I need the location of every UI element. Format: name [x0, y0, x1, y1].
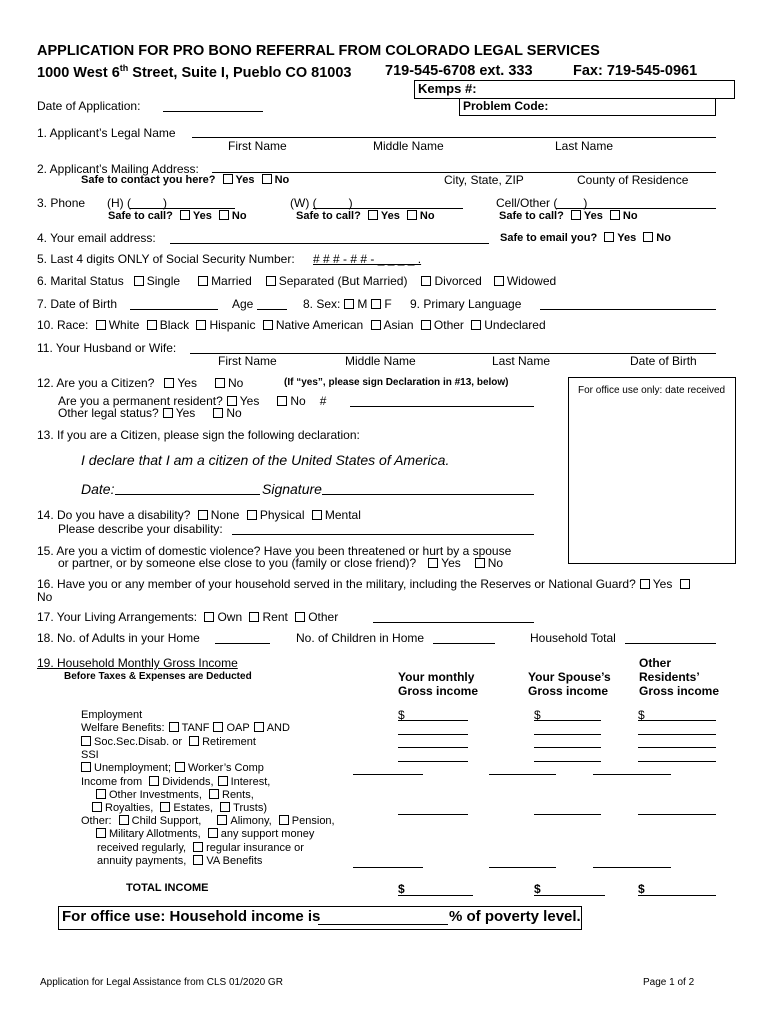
perm-no-checkbox[interactable] — [277, 396, 287, 406]
unemployment-checkbox[interactable] — [81, 762, 91, 772]
military-no-label: No — [37, 590, 53, 604]
col3-unemployment[interactable] — [593, 774, 671, 775]
col2-employment[interactable] — [534, 720, 601, 721]
work-phone: (W) ( ) — [290, 196, 353, 210]
office-use-box — [568, 377, 736, 564]
col3-ssi[interactable] — [638, 761, 716, 762]
work-phone-field[interactable] — [313, 208, 463, 209]
spouse-dob-caption: Date of Birth — [630, 354, 697, 368]
living-row: 17. Your Living Arrangements: Own Rent Other — [37, 610, 339, 624]
dob-field[interactable] — [130, 309, 218, 310]
dv-question-line2: or partner, or by someone else close to you (family or close friend)? Yes No — [58, 556, 504, 570]
disability-mental-checkbox[interactable] — [312, 510, 322, 520]
ssn-label: 5. Last 4 digits ONLY of Social Security Number: — [37, 252, 295, 266]
single-checkbox[interactable] — [134, 276, 144, 286]
col-your-income-a: Your monthly — [398, 670, 475, 684]
age-label: Age — [232, 297, 254, 311]
home-phone-field[interactable] — [130, 208, 235, 209]
citizen-yes-checkbox[interactable] — [164, 378, 174, 388]
disability-none-checkbox[interactable] — [198, 510, 208, 520]
total-col2-dollar: $ — [534, 882, 541, 896]
race-undeclared-checkbox[interactable] — [471, 320, 481, 330]
disability-describe-field[interactable] — [232, 534, 534, 535]
fax-number: Fax: 719-545-0961 — [573, 63, 698, 79]
first-name-caption: First Name — [228, 139, 287, 153]
declaration-label: 13. If you are a Citizen, please sign the following declaration: — [37, 428, 360, 442]
dividends-checkbox[interactable] — [149, 776, 159, 786]
safe-call-cell-no-checkbox[interactable] — [610, 210, 620, 220]
total-col3-dollar: $ — [638, 882, 645, 896]
and-checkbox[interactable] — [254, 722, 264, 732]
married-checkbox[interactable] — [198, 276, 208, 286]
alimony-checkbox[interactable] — [217, 815, 227, 825]
citizen-no-checkbox[interactable] — [215, 378, 225, 388]
permanent-resident-number-field[interactable] — [350, 406, 534, 407]
disability-describe-label: Please describe your disability: — [58, 522, 223, 536]
race-hispanic-checkbox[interactable] — [196, 320, 206, 330]
date-of-application-field[interactable] — [163, 111, 263, 112]
home-phone: (H) ( ) — [107, 196, 167, 210]
oap-checkbox[interactable] — [213, 722, 223, 732]
legal-name-field[interactable] — [192, 137, 716, 138]
poverty-level-field[interactable] — [318, 924, 448, 925]
safe-contact-yes-checkbox[interactable] — [223, 174, 233, 184]
col1-unemployment[interactable] — [353, 774, 423, 775]
email-field[interactable] — [170, 243, 489, 244]
safe-call-home-yes-checkbox[interactable] — [180, 210, 190, 220]
col1-welfare[interactable] — [398, 734, 468, 735]
income-from: Income from Dividends, Interest, — [81, 776, 271, 788]
income-before-label: Before Taxes & Expenses are Deducted — [64, 671, 252, 682]
form-title: APPLICATION FOR PRO BONO REFERRAL FROM COLORADO LEGAL SERVICES — [37, 43, 600, 59]
permanent-resident-row: Are you a permanent resident? Yes No # — [58, 394, 327, 408]
mailing-address-label: 2. Applicant’s Mailing Address: — [37, 162, 199, 176]
spouse-label: 11. Your Husband or Wife: — [37, 341, 177, 355]
col-other-income-b: Residents’ — [639, 670, 700, 684]
safe-contact-row: Safe to contact you here? Yes No — [81, 174, 290, 186]
col2-welfare[interactable] — [534, 734, 601, 735]
poverty-level-label: For office use: Household income is — [62, 908, 321, 925]
sex-f-checkbox[interactable] — [371, 299, 381, 309]
marital-status-row: 6. Marital Status Single Married Separated (But Married) Divorced Widowed — [37, 274, 557, 288]
col1-ssi[interactable] — [398, 761, 468, 762]
race-white-checkbox[interactable] — [96, 320, 106, 330]
race-row: 10. Race: White Black Hispanic Native American Asian Other Undeclared — [37, 318, 546, 332]
col1-ssd[interactable] — [398, 747, 468, 748]
col-spouse-income-a: Your Spouse’s — [528, 670, 611, 684]
perm-yes-checkbox[interactable] — [227, 396, 237, 406]
safe-contact-no-checkbox[interactable] — [262, 174, 272, 184]
income-ssd: Soc.Sec.Disab. or Retirement — [77, 736, 256, 748]
declaration-text: I declare that I am a citizen of the United States of America. — [81, 452, 450, 468]
declaration-date-label: Date: — [81, 481, 115, 497]
military-allotments-checkbox[interactable] — [96, 828, 106, 838]
race-native-checkbox[interactable] — [263, 320, 273, 330]
children-label: No. of Children in Home — [296, 631, 425, 645]
income-royalties: Royalties, Estates, Trusts) — [88, 802, 267, 814]
signature-field[interactable] — [322, 494, 534, 495]
col-other-income-a: Other — [639, 656, 672, 670]
page-number: Page 1 of 2 — [643, 977, 695, 988]
legal-name-label: 1. Applicant’s Legal Name — [37, 126, 176, 140]
problem-code-label: Problem Code: — [463, 99, 549, 113]
dv-no-checkbox[interactable] — [475, 558, 485, 568]
safe-call-cell: Safe to call? Yes No — [499, 210, 638, 222]
kemps-label: Kemps #: — [418, 81, 477, 96]
col2-investments[interactable] — [534, 814, 601, 815]
spouse-last-caption: Last Name — [492, 354, 551, 368]
other-status-row: Other legal status? Yes No — [58, 406, 242, 420]
children-field[interactable] — [433, 643, 495, 644]
email-label: 4. Your email address: — [37, 231, 156, 245]
adults-field[interactable] — [215, 643, 270, 644]
col2-ssi[interactable] — [534, 761, 601, 762]
other-status-no-checkbox[interactable] — [213, 408, 223, 418]
sex-m-checkbox[interactable] — [344, 299, 354, 309]
safe-call-cell-yes-checkbox[interactable] — [571, 210, 581, 220]
widowed-checkbox[interactable] — [494, 276, 504, 286]
military-yes-checkbox[interactable] — [640, 579, 650, 589]
divorced-checkbox[interactable] — [421, 276, 431, 286]
pension-checkbox[interactable] — [279, 815, 289, 825]
safe-call-work-no-checkbox[interactable] — [407, 210, 417, 220]
citizen-note: (If “yes”, please sign Declaration in #13, below) — [284, 377, 509, 388]
col2-ssd[interactable] — [534, 747, 601, 748]
income-ssi: SSI — [81, 749, 99, 761]
col1-dollar: $ — [398, 708, 405, 722]
military-row: 16. Have you or any member of your household served in the military, including the Reserves or National Guard? Yes — [37, 577, 693, 591]
safe-call-work: Safe to call? Yes No — [296, 210, 435, 222]
signature-label: Signature — [262, 481, 322, 497]
col2-dollar: $ — [534, 708, 541, 722]
other-status-yes-checkbox[interactable] — [163, 408, 173, 418]
last-name-caption: Last Name — [555, 139, 614, 153]
ssn-field[interactable]: # # # - # # - _ _ _ _ . — [313, 252, 422, 266]
own-checkbox[interactable] — [204, 612, 214, 622]
income-label: 19. Household Monthly Gross Income — [37, 656, 238, 670]
insurance-checkbox[interactable] — [193, 842, 203, 852]
safe-call-home-no-checkbox[interactable] — [219, 210, 229, 220]
race-other-checkbox[interactable] — [421, 320, 431, 330]
total-income-label: TOTAL INCOME — [126, 882, 209, 894]
city-caption: City, State, ZIP — [444, 173, 524, 187]
workers-comp-checkbox[interactable] — [175, 762, 185, 772]
income-unemployment: Unemployment; Worker’s Comp — [77, 762, 264, 774]
retirement-checkbox[interactable] — [189, 736, 199, 746]
other-living-field[interactable] — [373, 622, 534, 623]
va-checkbox[interactable] — [193, 855, 203, 865]
cell-phone: Cell/Other ( ) — [496, 196, 588, 210]
rents-checkbox[interactable] — [209, 789, 219, 799]
total-col3-field[interactable] — [638, 895, 716, 896]
total-col1-field[interactable] — [398, 895, 473, 896]
col1-investments[interactable] — [398, 814, 468, 815]
rent-checkbox[interactable] — [249, 612, 259, 622]
age-field[interactable] — [257, 309, 287, 310]
military-no-checkbox[interactable] — [680, 579, 690, 589]
col-your-income-b: Gross income — [398, 684, 479, 698]
col3-ssd[interactable] — [638, 747, 716, 748]
language-label: 9. Primary Language — [410, 297, 522, 311]
income-military: Military Allotments, any support money — [92, 828, 314, 840]
income-investments: Other Investments, Rents, — [92, 789, 254, 801]
spouse-first-caption: First Name — [218, 354, 277, 368]
col2-other[interactable] — [489, 867, 556, 868]
interest-checkbox[interactable] — [218, 776, 228, 786]
dv-question-line1: 15. Are you a victim of domestic violence? Have you been threatened or hurt by a spouse — [37, 544, 512, 558]
footer-form-id: Application for Legal Assistance from CLS 01/2020 GR — [40, 977, 283, 988]
col3-investments[interactable] — [638, 814, 716, 815]
other-living-checkbox[interactable] — [295, 612, 305, 622]
col-spouse-income-b: Gross income — [528, 684, 609, 698]
safe-email-row: Safe to email you? Yes No — [500, 232, 671, 244]
col1-other[interactable] — [353, 867, 423, 868]
col3-welfare[interactable] — [638, 734, 716, 735]
address: 1000 West 6th Street, Suite I, Pueblo CO 81003 — [37, 63, 352, 81]
col1-employment[interactable] — [398, 720, 468, 721]
household-total-field[interactable] — [625, 643, 716, 644]
sex-row: 8. Sex: M F — [303, 297, 392, 311]
col2-unemployment[interactable] — [489, 774, 556, 775]
investments-checkbox[interactable] — [96, 789, 106, 799]
safe-email-no-checkbox[interactable] — [643, 232, 653, 242]
race-black-checkbox[interactable] — [147, 320, 157, 330]
safe-email-yes-checkbox[interactable] — [604, 232, 614, 242]
royalties-checkbox[interactable] — [92, 802, 102, 812]
language-field[interactable] — [540, 309, 716, 310]
poverty-level-suffix: % of poverty level. — [449, 908, 581, 925]
tanf-checkbox[interactable] — [169, 722, 179, 732]
disability-row: 14. Do you have a disability? None Physical Mental — [37, 508, 361, 522]
separated-checkbox[interactable] — [266, 276, 276, 286]
income-regular: received regularly, regular insurance or — [97, 842, 304, 854]
safe-call-work-yes-checkbox[interactable] — [368, 210, 378, 220]
race-asian-checkbox[interactable] — [371, 320, 381, 330]
county-caption: County of Residence — [577, 173, 689, 187]
safe-call-home: Safe to call? Yes No — [108, 210, 247, 222]
spouse-middle-caption: Middle Name — [345, 354, 416, 368]
ssd-checkbox[interactable] — [81, 736, 91, 746]
col3-other[interactable] — [593, 867, 671, 868]
dob-label: 7. Date of Birth — [37, 297, 118, 311]
estates-checkbox[interactable] — [160, 802, 170, 812]
col3-dollar: $ — [638, 708, 645, 722]
phone-number: 719-545-6708 ext. 333 — [385, 63, 533, 79]
household-total-label: Household Total — [530, 631, 616, 645]
support-money-checkbox[interactable] — [208, 828, 218, 838]
office-use-label: For office use only: date received — [578, 385, 726, 396]
date-of-application-label: Date of Application: — [37, 99, 141, 113]
declaration-date-field[interactable] — [115, 494, 260, 495]
trusts-checkbox[interactable] — [220, 802, 230, 812]
income-annuity: annuity payments, VA Benefits — [97, 855, 263, 867]
adults-label: 18. No. of Adults in your Home — [37, 631, 200, 645]
col-other-income-c: Gross income — [639, 684, 720, 698]
cell-phone-field[interactable] — [556, 208, 716, 209]
income-welfare: Welfare Benefits: TANF OAP AND — [81, 722, 290, 734]
middle-name-caption: Middle Name — [373, 139, 444, 153]
phone-label: 3. Phone — [37, 196, 86, 210]
dv-yes-checkbox[interactable] — [428, 558, 438, 568]
child-support-checkbox[interactable] — [119, 815, 129, 825]
disability-physical-checkbox[interactable] — [247, 510, 257, 520]
total-col1-dollar: $ — [398, 882, 405, 896]
total-col2-field[interactable] — [534, 895, 605, 896]
income-other: Other: Child Support, Alimony, Pension, — [81, 815, 335, 827]
income-employment: Employment — [81, 709, 143, 721]
citizen-row: 12. Are you a Citizen? Yes No — [37, 376, 244, 390]
col3-employment[interactable] — [638, 720, 716, 721]
